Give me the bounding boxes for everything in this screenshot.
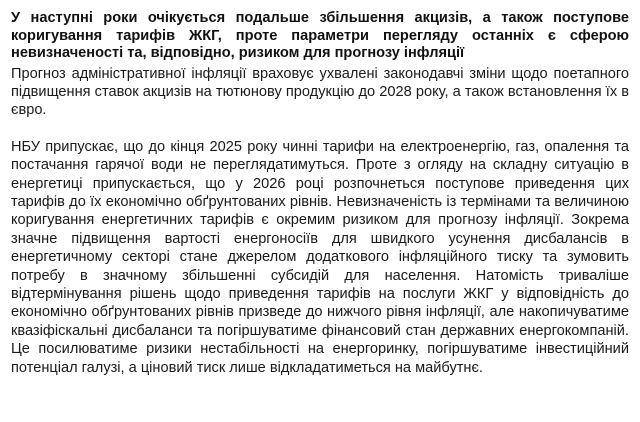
paragraph-utility-tariffs: НБУ припускає, що до кінця 2025 року чинні тарифи на електроенергію, газ, опалення та постачання гарячої води не переглядатимуться. Проте з огляду на складну ситуацію в енергетиці припускається, що у 2026 році розпочнеться поступове приведення цих тарифів до їх економічно обґрунтованих рівнів. Невизначеність із термінами та величиною коригування енергетичних тарифів є окремим ризиком для прогнозу інфляції. Зокрема значне підвищення вартості енергоносіїв для швидкого усунення дисбалансів в енергетичному секторі стане джерелом додаткового інфляційного тиску та зумовить потребу в значному збільшенні субсидій для населення. Натомість триваліше відтермінування рішень щодо приведення тарифів на послуги ЖКГ у відповідність до економічно обґрунтованих рівнів призведе до нижчого рівня інфляції, але накопичуватиме квазіфіскальні дисбаланси та погіршуватиме фінансовий стан державних енергокомпаній. Це посилюватиме ризики нестабільності на енергоринку, погіршуватиме інвестиційний потенціал галузі, а ціновий тиск лише відкладатиметься на майбутнє. [11,138,629,376]
paragraph-excise-forecast: Прогноз адміністративної інфляції враховує ухвалені законодавчі зміни щодо поетапного підвищення ставок акцизів на тютюнову продукцію до 2028 року, а також встановлення їх в євро. [11,65,629,119]
section-heading: У наступні роки очікується подальше збільшення акцизів, а також поступове коригування тарифів ЖКГ, проте параметри перегляду останніх є сферою невизначеності та, відповідно, ризиком для прогнозу інфляції [11,10,629,61]
